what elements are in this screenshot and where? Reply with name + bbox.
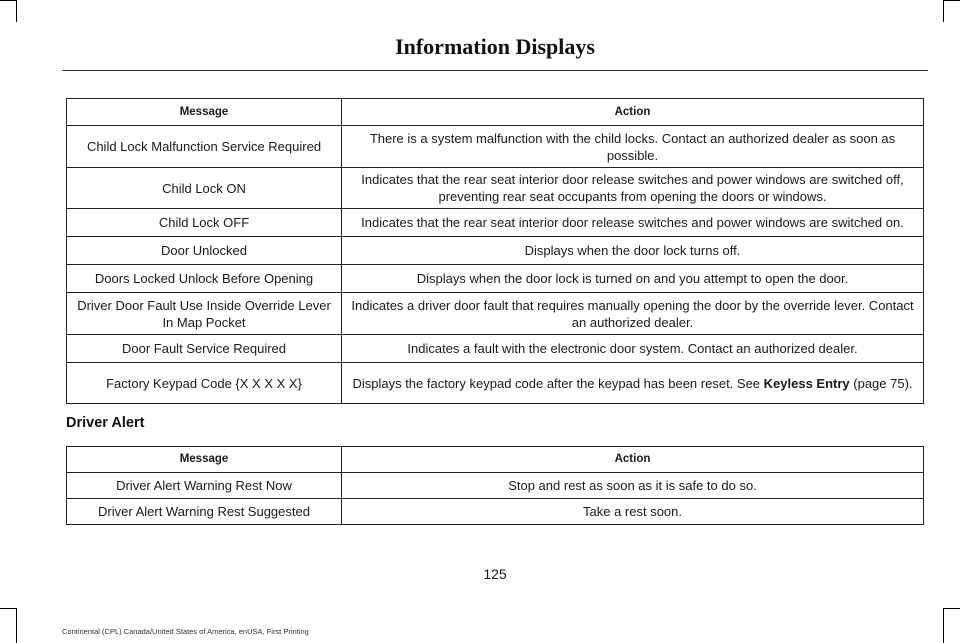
action-cell: Take a rest soon.	[342, 499, 924, 525]
driver-alert-table	[66, 446, 924, 525]
page-reference: (page 75).	[849, 375, 913, 391]
column-header-action: Action	[342, 447, 924, 473]
table-row	[67, 237, 924, 265]
table-row	[67, 473, 924, 499]
message-cell: Child Lock Malfunction Service Required	[67, 126, 342, 168]
message-cell: Door Unlocked	[67, 237, 342, 265]
keyless-entry-link[interactable]: Keyless Entry	[763, 375, 850, 391]
action-cell: Displays when the door lock turns off.	[342, 237, 924, 265]
action-cell: Indicates a fault with the electronic door system. Contact an authorized dealer.	[342, 335, 924, 363]
page-number: 125	[483, 566, 507, 582]
table-row	[67, 209, 924, 237]
message-cell: Doors Locked Unlock Before Opening	[67, 265, 342, 293]
table-row	[67, 168, 924, 209]
action-cell: Indicates a driver door fault that requires manually opening the door by the override lever. Contact an authorized dealer.	[342, 293, 924, 335]
action-cell: Displays when the door lock is turned on and you attempt to open the door.	[342, 265, 924, 293]
column-header-action: Action	[342, 99, 924, 126]
action-cell	[342, 363, 924, 404]
message-cell: Child Lock ON	[67, 168, 342, 209]
table-row	[67, 265, 924, 293]
message-cell: Driver Alert Warning Rest Suggested	[67, 499, 342, 525]
message-cell: Driver Door Fault Use Inside Override Lever In Map Pocket	[67, 293, 342, 335]
header-divider	[62, 70, 928, 71]
footer-text: Continental (CPL) Canada/United States of America, enUSA, First Printing	[62, 627, 309, 636]
message-cell: Factory Keypad Code {X X X X X}	[67, 363, 342, 404]
table-header-row	[67, 99, 924, 126]
table-row	[67, 499, 924, 525]
page-title: Information Displays	[395, 34, 595, 59]
crop-mark	[0, 608, 17, 609]
table-header-row	[67, 447, 924, 473]
messages-table	[66, 98, 924, 404]
table-row	[67, 293, 924, 335]
action-cell: Indicates that the rear seat interior door release switches and power windows are switched on.	[342, 209, 924, 237]
crop-mark	[16, 608, 17, 643]
action-cell: Indicates that the rear seat interior door release switches and power windows are switched off, preventing rear seat occupants from opening the doors or windows.	[342, 168, 924, 209]
action-cell: Stop and rest as soon as it is safe to do so.	[342, 473, 924, 499]
message-cell: Child Lock OFF	[67, 209, 342, 237]
crop-mark	[943, 0, 944, 22]
column-header-message: Message	[67, 99, 342, 126]
message-cell: Door Fault Service Required	[67, 335, 342, 363]
table-row	[67, 335, 924, 363]
crop-mark	[943, 608, 944, 643]
crop-mark	[943, 0, 960, 1]
table-row	[67, 126, 924, 168]
crop-mark	[16, 0, 17, 22]
action-cell: There is a system malfunction with the child locks. Contact an authorized dealer as soon as possible.	[342, 126, 924, 168]
message-cell: Driver Alert Warning Rest Now	[67, 473, 342, 499]
crop-mark	[943, 608, 960, 609]
section-heading-driver-alert: Driver Alert	[66, 415, 145, 431]
crop-mark	[0, 0, 17, 1]
table-row	[67, 363, 924, 404]
column-header-message: Message	[67, 447, 342, 473]
action-text: Displays the factory keypad code after the keypad has been reset. See	[352, 375, 764, 391]
